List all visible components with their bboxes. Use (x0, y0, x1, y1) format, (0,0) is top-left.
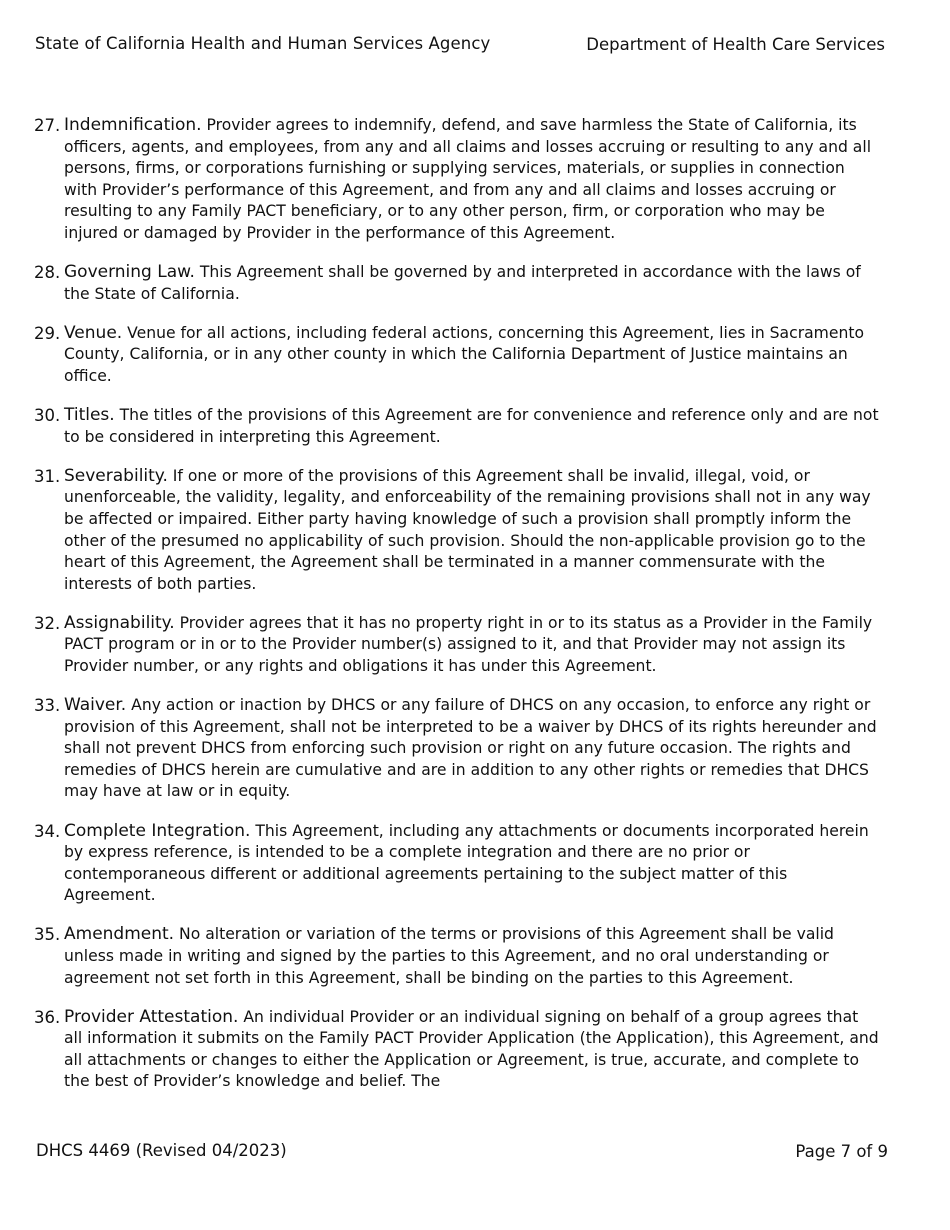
clause-heading: Amendment. (64, 924, 175, 945)
clause-heading: Titles. (64, 405, 115, 426)
clause-32 (34, 613, 879, 678)
clause-body (64, 262, 879, 305)
clause-list (34, 115, 879, 1111)
clause-text: This Agreement shall be governed by and interpreted in accordance with the laws of the State of California. (64, 263, 861, 303)
clause-text: No alteration or variation of the terms or provisions of this Agreement shall be valid unless made in writing and signed by the parties to this Agreement, and no oral understanding or agreement not set forth in this Agreement, shall be binding on the parties to this Agreement. (64, 925, 834, 987)
header-agency: State of California Health and Human Services Agency (35, 34, 491, 53)
clause-34 (34, 821, 879, 907)
clause-body (64, 323, 879, 388)
clause-heading: Waiver. (64, 695, 127, 716)
clause-text: Venue for all actions, including federal actions, concerning this Agreement, lies in Sacramento County, California, or in any other county in which the California Department of Justice maintains an office. (64, 323, 864, 385)
clause-28 (34, 262, 879, 305)
clause-body (64, 466, 879, 596)
clause-heading: Severability. (64, 465, 168, 486)
clause-36 (34, 1007, 879, 1093)
clause-text: The titles of the provisions of this Agreement are for convenience and reference only and are not to be considered in interpreting this Agreement. (64, 406, 879, 446)
clause-31 (34, 466, 879, 596)
clause-body (64, 613, 879, 678)
clause-number: 28. (34, 263, 61, 283)
footer-page-number: Page 7 of 9 (795, 1142, 888, 1161)
clause-number: 32. (34, 613, 61, 633)
clause-text: Any action or inaction by DHCS or any failure of DHCS on any occasion, to enforce any right or provision of this Agreement, shall not be interpreted to be a waiver by DHCS of its rights hereunder and shall not prevent DHCS from enforcing such provision or right on any future occasion. The rights and remedies of DHCS herein are cumulative and are in addition to any other rights or remedies that DHCS may have at law or in equity. (64, 696, 877, 801)
clause-30 (34, 405, 879, 448)
clause-number: 34. (34, 821, 61, 841)
clause-body (64, 405, 879, 448)
clause-number: 30. (34, 406, 61, 426)
clause-text: Provider agrees to indemnify, defend, and save harmless the State of California, its officers, agents, and employees, from any and all claims and losses accruing or resulting to any and all persons, firms, or corporations furnishing or supplying services, materials, or supplies in connection with Provider’s performance of this Agreement, and from any and all claims and losses accruing or resulting to any Family PACT beneficiary, or to any other person, firm, or corporation who may be injured or damaged by Provider in the performance of this Agreement. (64, 116, 872, 242)
clause-number: 29. (34, 323, 61, 343)
clause-heading: Governing Law. (64, 262, 195, 283)
clause-body (64, 115, 879, 245)
clause-heading: Assignability. (64, 612, 175, 633)
clause-heading: Complete Integration. (64, 820, 251, 841)
clause-27 (34, 115, 879, 245)
clause-35 (34, 924, 879, 989)
clause-body (64, 924, 879, 989)
clause-33 (34, 695, 879, 803)
clause-text: If one or more of the provisions of this Agreement shall be invalid, illegal, void, or unenforceable, the validity, legality, and enforceability of the remaining provisions shall not in any way be affected or impaired. Either party having knowledge of such a provision shall promptly inform the other of the presumed no applicability of such provision. Should the non-applicable provision go to the heart of this Agreement, the Agreement shall be terminated in a manner commensurate with the interests of both parties. (64, 466, 871, 593)
clause-heading: Venue. (64, 322, 123, 343)
header-department: Department of Health Care Services (586, 35, 885, 54)
clause-heading: Indemnification. (64, 115, 202, 135)
clause-text: This Agreement, including any attachments or documents incorporated herein by express reference, is intended to be a complete integration and there are no prior or contemporaneous different or additional agreements pertaining to the subject matter of this Agreement. (64, 821, 869, 905)
clause-body (64, 821, 879, 907)
clause-number: 27. (34, 116, 61, 135)
clause-number: 33. (34, 696, 61, 716)
clause-body (64, 695, 879, 803)
clause-29 (34, 323, 879, 388)
footer-form-id: DHCS 4469 (Revised 04/2023) (36, 1141, 287, 1160)
clause-number: 31. (34, 466, 61, 486)
clause-text: An individual Provider or an individual signing on behalf of a group agrees that all information it submits on the Family PACT Provider Application (the Application), this Agreement, and all attachments or changes to either the Application or Agreement, is true, accurate, and complete to the best of Provider’s knowledge and belief. The (64, 1007, 879, 1091)
clause-text: Provider agrees that it has no property right in or to its status as a Provider in the Family PACT program or in or to the Provider number(s) assigned to it, and that Provider may not assign its Provider number, or any rights and obligations it has under this Agreement. (64, 613, 873, 675)
clause-number: 35. (34, 925, 61, 945)
clause-heading: Provider Attestation. (64, 1006, 239, 1027)
clause-number: 36. (34, 1007, 61, 1027)
clause-body (64, 1007, 879, 1093)
